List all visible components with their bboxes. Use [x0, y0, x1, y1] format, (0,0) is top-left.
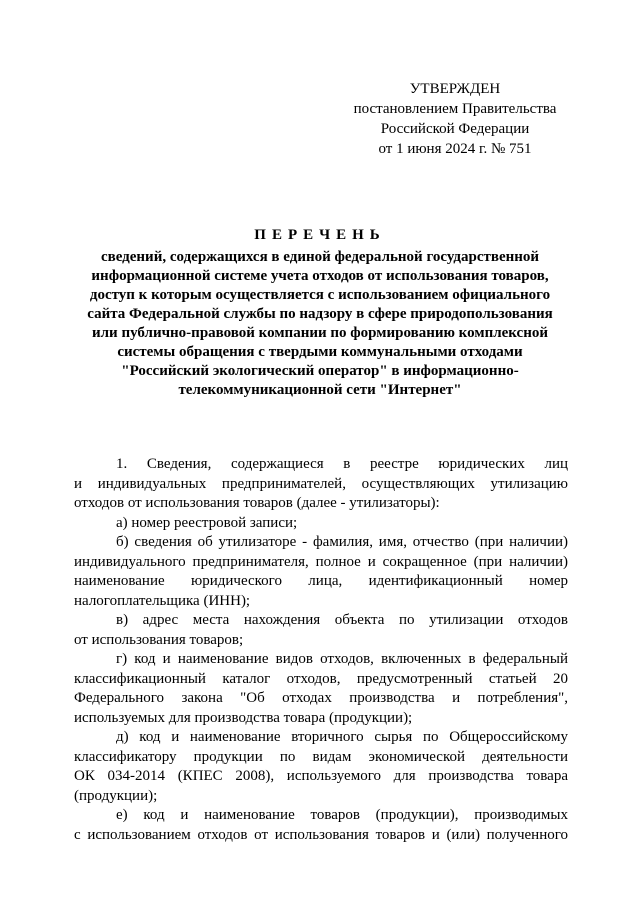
approval-line: Российской Федерации: [380, 121, 530, 137]
document-subtitle: [72, 248, 568, 400]
item-b: [74, 533, 568, 611]
subtitle-line: информационной системе учета отходов от использования товаров,: [91, 268, 549, 284]
subtitle-line: телекоммуникационной сети "Интернет": [178, 382, 462, 398]
item-g: [74, 650, 568, 728]
body-line: индивидуального предпринимателя, полное и сокращенное (при наличии): [74, 553, 568, 570]
body-line: д) код и наименование вторичного сырья по Общероссийскому: [116, 729, 568, 745]
body-line: 1. Сведения, содержащиеся в реестре юридических лиц: [116, 456, 568, 472]
body-line: наименование юридического лица, идентификационный номер: [74, 573, 568, 589]
body-line: классификационный каталог отходов, предусмотренный статьей 20: [74, 670, 568, 687]
item-v: [74, 611, 568, 650]
body-line: отходов от использования товаров (далее - утилизаторы):: [74, 495, 440, 511]
body-line: классификатору продукции по видам экономической деятельности: [74, 748, 568, 765]
subtitle-line: или публично-правовой компании по формированию комплексной: [92, 325, 548, 341]
body-line: е) код и наименование товаров (продукции), производимых: [116, 807, 568, 823]
subtitle-line: сайта Федеральной службы по надзору в сфере природопользования: [87, 306, 553, 322]
body-line: г) код и наименование видов отходов, включенных в федеральный: [116, 651, 568, 667]
body-line: и индивидуальных предпринимателей, осуществляющих утилизацию: [74, 475, 568, 492]
approval-line: от 1 июня 2024 г. № 751: [378, 141, 532, 157]
subtitle-line: сведений, содержащихся в единой федеральной государственной: [100, 249, 540, 265]
approval-line: постановлением Правительства: [353, 101, 557, 117]
subtitle-line: доступ к которым осуществляется с использованием официального: [89, 287, 551, 303]
body-line: с использованием отходов от использования товаров и (или) полученного: [74, 826, 568, 843]
body-line: используемых для производства товара (продукции);: [74, 709, 413, 726]
document-body: [74, 455, 568, 845]
document-title: ПЕРЕЧЕНЬ: [254, 227, 386, 243]
subtitle-line: системы обращения с твердыми коммунальными отходами: [117, 344, 523, 360]
item-d: [74, 728, 568, 806]
body-line: (продукции);: [74, 787, 158, 804]
body-line: б) сведения об утилизаторе - фамилия, имя, отчество (при наличии): [116, 534, 568, 550]
body-line: в) адрес места нахождения объекта по утилизации отходов: [116, 612, 568, 628]
body-line: от использования товаров;: [74, 631, 244, 648]
body-line: Федерального закона "Об отходах производства и потребления",: [74, 690, 568, 706]
body-line: ОК 034-2014 (КПЕС 2008), используемого для производства товара: [74, 768, 568, 784]
approval-line: УТВЕРЖДЕН: [409, 81, 501, 97]
item-1: [74, 455, 568, 514]
approval-stamp: [330, 79, 580, 159]
body-line: а) номер реестровой записи;: [116, 514, 298, 531]
item-a: [74, 514, 568, 534]
body-line: налогоплательщика (ИНН);: [74, 592, 251, 609]
item-e: [74, 806, 568, 845]
subtitle-line: "Российский экологический оператор" в информационно-: [121, 363, 519, 379]
